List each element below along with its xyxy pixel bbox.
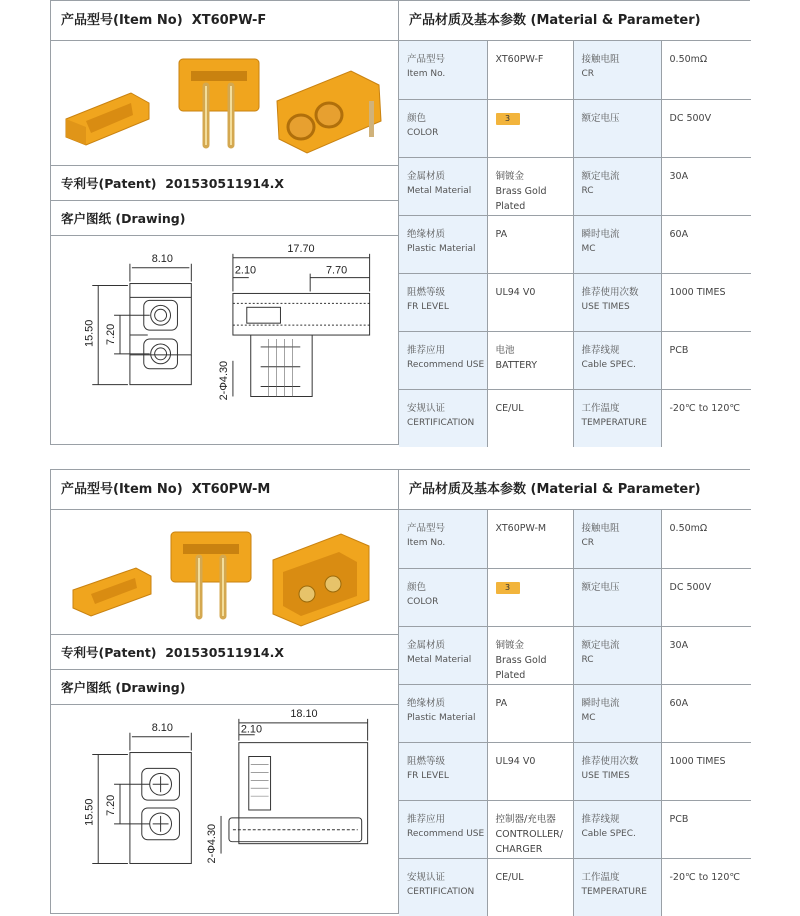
param-value-text: 铜镀金 [495, 639, 525, 651]
parameter-column [399, 470, 751, 913]
parameter-row [399, 41, 751, 99]
param-label [399, 568, 487, 626]
param-label [573, 41, 661, 99]
param-value [487, 858, 573, 916]
item-header [51, 470, 398, 510]
product-photo [51, 41, 398, 166]
spec-panel-m [50, 469, 750, 914]
param-label [573, 742, 661, 800]
param-label-zh: 金属材质 [407, 170, 446, 182]
param-value-extra: Brass Gold Plated [495, 654, 547, 681]
param-label-zh: 颜色 [407, 581, 427, 593]
patent-label: 专利号(Patent) [61, 176, 157, 191]
param-value-text: 60A [669, 228, 689, 240]
connector-pins-image [171, 532, 251, 616]
param-value-text: 0.50mΩ [669, 54, 708, 65]
param-value-text: DC 500V [669, 112, 712, 124]
param-label [573, 626, 661, 684]
dim-pin: 2-Φ4.30 [206, 823, 219, 864]
item-label: 产品型号(Item No) [61, 13, 183, 28]
param-label [399, 331, 487, 389]
param-value-text: UL94 V0 [495, 755, 536, 767]
param-label-en: Cable SPEC. [581, 359, 636, 370]
connector-housing-image [273, 534, 369, 626]
param-label [573, 331, 661, 389]
param-value-text: 电池 [495, 344, 515, 356]
param-value [487, 626, 573, 684]
patent-label: 专利号(Patent) [61, 645, 157, 660]
product-photo [51, 510, 398, 635]
param-label [399, 215, 487, 273]
param-label-en: COLOR [407, 127, 439, 138]
side-view-body [239, 743, 368, 844]
dim-width: 8.10 [151, 252, 173, 265]
parameter-row [399, 273, 751, 331]
param-value [661, 858, 751, 916]
param-label-zh: 额定电流 [581, 639, 620, 651]
param-label-zh: 产品型号 [407, 523, 446, 534]
param-label-zh: 颜色 [407, 112, 427, 124]
param-label-zh: 推荐应用 [407, 813, 446, 825]
param-label-zh: 工作温度 [581, 871, 620, 883]
param-label [573, 568, 661, 626]
param-label-en: CERTIFICATION [407, 886, 475, 897]
parameter-row [399, 215, 751, 273]
param-value-text: CE/UL [495, 871, 524, 883]
param-label [399, 510, 487, 568]
param-value-text: 0.50mΩ [669, 523, 708, 534]
param-label-en: Item No. [407, 538, 446, 548]
param-label-zh: 阻燃等级 [407, 755, 446, 767]
param-value [661, 215, 751, 273]
drawing-label: 客户图纸 (Drawing) [51, 670, 398, 705]
param-value-text: PA [495, 228, 508, 240]
param-label [573, 215, 661, 273]
param-label [573, 273, 661, 331]
parameter-table [399, 510, 751, 916]
param-value-text: 控制器/充电器 [495, 813, 556, 825]
param-label-en: COLOR [407, 596, 439, 607]
param-label-zh: 瞬时电流 [581, 228, 620, 240]
param-value [661, 800, 751, 858]
param-label-en: Item No. [407, 69, 446, 79]
param-label-en: Cable SPEC. [581, 828, 636, 839]
param-value [661, 742, 751, 800]
param-value [661, 99, 751, 157]
param-value [661, 626, 751, 684]
connector-cap-image [66, 93, 149, 145]
parameter-row [399, 684, 751, 742]
param-label-en: FR LEVEL [407, 301, 449, 312]
color-swatch: 3 [496, 113, 520, 125]
param-label-en: TEMPERATURE [581, 886, 647, 897]
param-label [573, 157, 661, 215]
param-value-text: PCB [669, 813, 689, 825]
patent-row [51, 635, 398, 670]
param-label-zh: 工作温度 [581, 402, 620, 414]
param-label-en: FR LEVEL [407, 770, 449, 781]
param-label-zh: 安规认证 [407, 402, 446, 414]
param-label-en: Plastic Material [407, 712, 476, 723]
patent-number: 201530511914.X [165, 645, 284, 660]
parameter-column [399, 1, 751, 444]
dim-b: 7.70 [326, 264, 348, 277]
param-label [399, 858, 487, 916]
param-value-text: -20℃ to 120℃ [669, 402, 741, 414]
param-label-en: RC [581, 185, 594, 196]
param-value [487, 742, 573, 800]
param-value-text: UL94 V0 [495, 286, 536, 298]
param-value [487, 331, 573, 389]
param-label-en: Plastic Material [407, 243, 476, 254]
param-label-en: MC [581, 712, 596, 723]
param-label [573, 389, 661, 447]
param-value [487, 157, 573, 215]
item-number: XT60PW-F [191, 13, 267, 28]
side-view-body [233, 293, 370, 335]
dim-a: 2.10 [240, 723, 263, 736]
param-value-text: 30A [669, 170, 689, 182]
params-title: 产品材质及基本参数 (Material & Parameter) [399, 470, 751, 510]
param-label-zh: 接触电阻 [581, 523, 620, 534]
param-value-extra: CONTROLLER/ CHARGER [495, 828, 563, 855]
technical-drawing [51, 705, 398, 913]
param-value [661, 510, 751, 568]
param-label [399, 684, 487, 742]
param-value [661, 157, 751, 215]
parameter-row [399, 742, 751, 800]
param-label-zh: 产品型号 [407, 54, 446, 65]
param-label-en: USE TIMES [581, 301, 630, 312]
param-value [487, 389, 573, 447]
param-label-en: RC [581, 654, 594, 665]
param-label-zh: 绝缘材质 [407, 228, 446, 240]
param-label-zh: 额定电压 [581, 112, 620, 124]
item-label: 产品型号(Item No) [61, 482, 183, 497]
param-label [573, 858, 661, 916]
param-value-text: XT60PW-F [495, 54, 544, 65]
param-label [399, 389, 487, 447]
param-label [573, 684, 661, 742]
param-value [661, 684, 751, 742]
param-label [399, 742, 487, 800]
param-value-text: XT60PW-M [495, 523, 547, 534]
product-column [51, 470, 399, 913]
param-value-text: DC 500V [669, 581, 712, 593]
spec-panel-f [50, 0, 750, 445]
param-label-en: TEMPERATURE [581, 417, 647, 428]
patent-number: 201530511914.X [165, 176, 284, 191]
item-number: XT60PW-M [191, 482, 271, 497]
technical-drawing [51, 236, 398, 444]
param-label-en: Recommend USE [407, 359, 485, 370]
drawing-label: 客户图纸 (Drawing) [51, 201, 398, 236]
param-value-text: -20℃ to 120℃ [669, 871, 741, 883]
dim-pitch: 7.20 [105, 323, 118, 345]
param-label-zh: 推荐使用次数 [581, 286, 639, 298]
param-value [661, 41, 751, 99]
param-value [661, 389, 751, 447]
param-label-zh: 阻燃等级 [407, 286, 446, 298]
dim-width: 8.10 [151, 721, 173, 734]
param-value-text: 1000 TIMES [669, 755, 726, 767]
param-value-text: 60A [669, 697, 689, 709]
param-value [487, 684, 573, 742]
param-value [487, 510, 573, 568]
param-label-zh: 接触电阻 [581, 54, 620, 65]
parameter-row [399, 510, 751, 568]
param-label-zh: 额定电流 [581, 170, 620, 182]
param-value [487, 215, 573, 273]
param-value-text: CE/UL [495, 402, 524, 414]
param-label-en: MC [581, 243, 596, 254]
parameter-row [399, 331, 751, 389]
parameter-table [399, 41, 751, 447]
parameter-row [399, 99, 751, 157]
parameter-row [399, 858, 751, 916]
param-label-zh: 安规认证 [407, 871, 446, 883]
dim-total: 17.70 [287, 242, 315, 255]
param-label-en: USE TIMES [581, 770, 630, 781]
dim-height: 15.50 [83, 319, 96, 347]
param-value [661, 331, 751, 389]
param-label-zh: 推荐线规 [581, 813, 620, 825]
param-value-text: 铜镀金 [495, 170, 525, 182]
param-label-en: CR [581, 69, 595, 79]
param-value [487, 568, 573, 626]
param-label [399, 41, 487, 99]
param-label-en: CR [581, 538, 595, 548]
dim-a: 2.10 [234, 264, 257, 277]
param-label-en: Recommend USE [407, 828, 485, 839]
param-label [399, 157, 487, 215]
param-value [487, 273, 573, 331]
parameter-row [399, 626, 751, 684]
param-value [661, 568, 751, 626]
parameter-row [399, 800, 751, 858]
item-header [51, 1, 398, 41]
param-label-zh: 绝缘材质 [407, 697, 446, 709]
param-label [399, 99, 487, 157]
dim-total: 18.10 [290, 707, 318, 720]
param-label-zh: 金属材质 [407, 639, 446, 651]
connector-cap-image [73, 568, 151, 616]
param-label [573, 99, 661, 157]
param-label [573, 800, 661, 858]
connector-pins-image [179, 59, 259, 145]
param-label-zh: 瞬时电流 [581, 697, 620, 709]
parameter-row [399, 568, 751, 626]
param-value [487, 800, 573, 858]
param-value [487, 41, 573, 99]
connector-housing-image [277, 71, 381, 153]
param-value [487, 99, 573, 157]
param-value-text: 30A [669, 639, 689, 651]
dim-pin: 2-Φ4.30 [217, 360, 230, 401]
dim-pitch: 7.20 [105, 794, 118, 816]
param-value [661, 273, 751, 331]
patent-row [51, 166, 398, 201]
param-label-en: Metal Material [407, 654, 472, 665]
product-column [51, 1, 399, 444]
parameter-row [399, 389, 751, 447]
param-value-extra: BATTERY [495, 359, 538, 371]
dim-height: 15.50 [83, 798, 96, 826]
param-value-text: PA [495, 697, 508, 709]
color-swatch: 3 [496, 582, 520, 594]
param-value-extra: Brass Gold Plated [495, 185, 547, 212]
param-label [399, 800, 487, 858]
params-title: 产品材质及基本参数 (Material & Parameter) [399, 1, 751, 41]
param-label-en: CERTIFICATION [407, 417, 475, 428]
param-label [573, 510, 661, 568]
param-label-en: Metal Material [407, 185, 472, 196]
parameter-row [399, 157, 751, 215]
param-label-zh: 额定电压 [581, 581, 620, 593]
param-label [399, 626, 487, 684]
param-label-zh: 推荐使用次数 [581, 755, 639, 767]
param-value-text: PCB [669, 344, 689, 356]
param-label-zh: 推荐线规 [581, 344, 620, 356]
param-label [399, 273, 487, 331]
param-value-text: 1000 TIMES [669, 286, 726, 298]
param-label-zh: 推荐应用 [407, 344, 446, 356]
